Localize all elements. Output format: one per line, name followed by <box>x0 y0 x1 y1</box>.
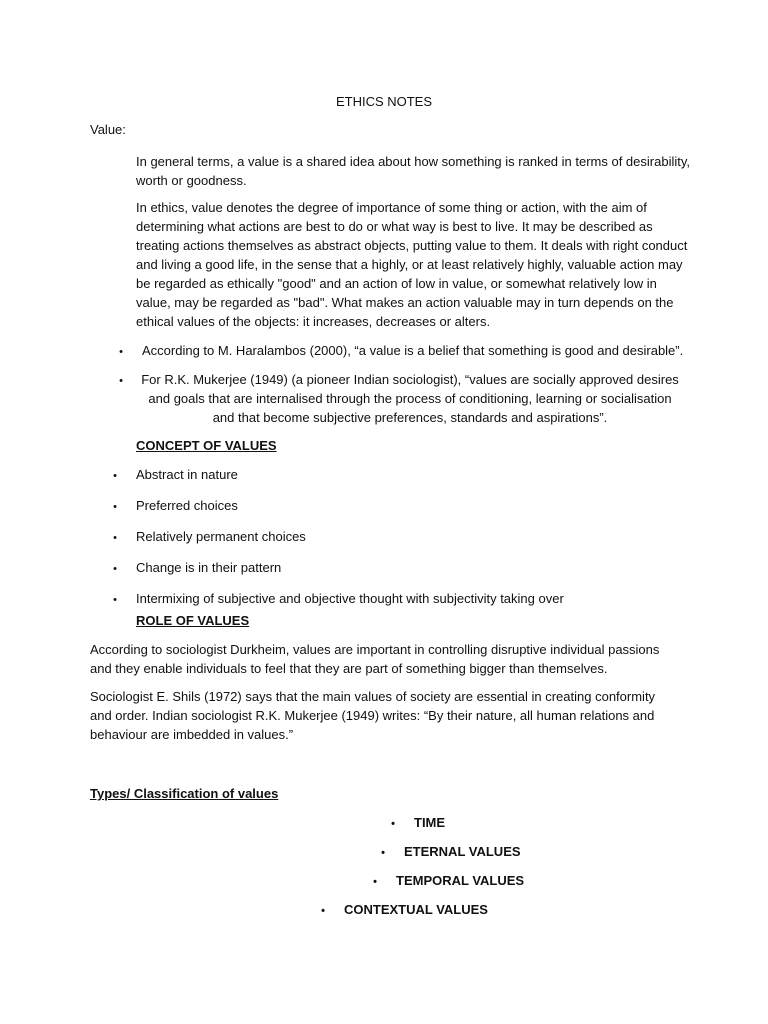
bullet-icon: • <box>113 532 117 544</box>
list-item-label: CONTEXTUAL VALUES <box>344 902 488 917</box>
concept-list <box>108 465 708 610</box>
list-item <box>368 871 524 892</box>
list-item <box>386 813 445 834</box>
role-paragraph-1: According to sociologist Durkheim, values are important in controlling disruptive individual passions and they enable individuals to feel that they are part of something bigger than themselves. <box>90 642 660 676</box>
bullet-icon: • <box>113 594 117 606</box>
value-paragraph-2: In ethics, value denotes the degree of importance of some thing or action, with the aim of determining what actions are best to do or what way is best to live. It may be described as treating actions themselves as abstract objects, putting value to them. It deals with right conduct and living a good life, in the sense that a highly, or at least relatively highly, valuable action may be regarded as ethically "good" and an action of low in value, or somewhat relatively low in value, may be regarded as "bad". What makes an action valuable may in turn depends on the ethical values of the objects: it increases, decreases or alters. <box>136 200 688 329</box>
list-item-label: Abstract in nature <box>136 467 238 482</box>
bullet-icon: • <box>113 470 117 482</box>
list-item-label: Intermixing of subjective and objective thought with subjectivity taking over <box>136 591 564 606</box>
list-item <box>316 900 488 921</box>
value-heading: Value: <box>90 122 126 137</box>
list-item <box>108 465 708 486</box>
quote-bullet-mukerjee <box>114 370 694 427</box>
list-item <box>108 558 708 579</box>
list-item-label: TIME <box>414 815 446 830</box>
role-paragraph-2: Sociologist E. Shils (1972) says that the main values of society are essential in creating conformity and order. Indian sociologist R.K. Mukerjee (1949) writes: “By their nature, all human relations and behaviour are imbedded in values.” <box>90 689 656 742</box>
list-item <box>108 496 708 517</box>
page-title: ETHICS NOTES <box>335 94 433 109</box>
list-item-label: TEMPORAL VALUES <box>396 873 525 888</box>
list-item-label: Change is in their pattern <box>136 560 282 575</box>
quote-text: According to M. Haralambos (2000), “a value is a belief that something is good and desirable”. <box>142 343 684 358</box>
list-item-label: Relatively permanent choices <box>136 529 306 544</box>
bullet-icon: • <box>113 501 117 513</box>
quote-text: For R.K. Mukerjee (1949) (a pioneer Indian sociologist), “values are socially approved desires and goals that are internalised through the process of conditioning, learning or socialisation and that become subjective preferences, standards and aspirations”. <box>141 372 679 425</box>
bullet-icon: • <box>119 346 123 358</box>
role-heading: ROLE OF VALUES <box>136 613 250 628</box>
list-item <box>108 527 708 548</box>
bullet-icon: • <box>321 905 325 917</box>
bullet-icon: • <box>381 847 385 859</box>
list-item-label: ETERNAL VALUES <box>404 844 521 859</box>
bullet-icon: • <box>391 818 395 830</box>
bullet-icon: • <box>113 563 117 575</box>
list-item <box>376 842 521 863</box>
quote-bullet-haralambos <box>114 341 694 362</box>
types-heading: Types/ Classification of values <box>90 786 279 801</box>
list-item-label: Preferred choices <box>136 498 238 513</box>
concept-heading: CONCEPT OF VALUES <box>136 438 277 453</box>
list-item <box>108 589 708 610</box>
value-paragraph-1: In general terms, a value is a shared idea about how something is ranked in terms of desirability, worth or goodness. <box>136 154 690 188</box>
bullet-icon: • <box>119 375 123 387</box>
bullet-icon: • <box>373 876 377 888</box>
